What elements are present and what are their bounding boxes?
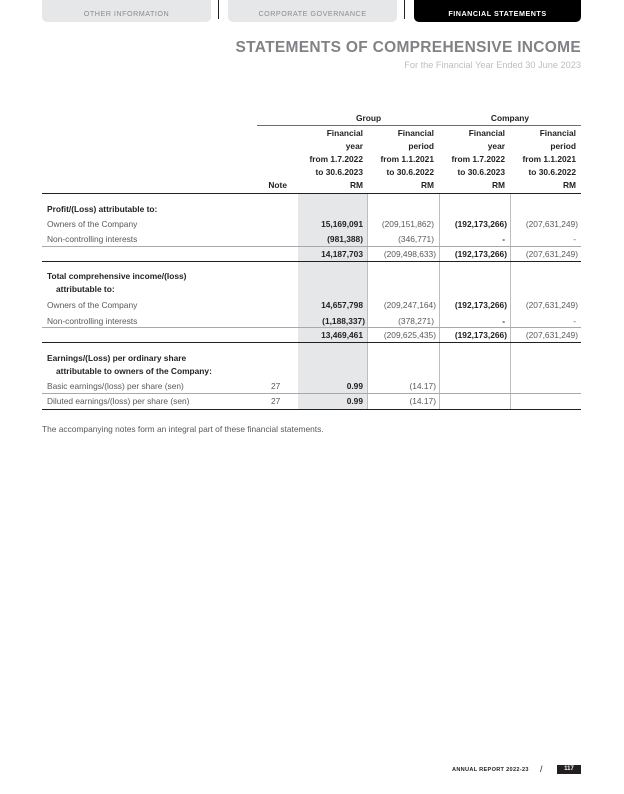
col-header-line: RM [562,180,576,190]
cell-value: 0.99 [346,396,363,406]
cell-value: - [573,316,576,326]
row-rule [42,393,581,394]
row-label: Non-controlling interests [47,316,138,326]
footnote: The accompanying notes form an integral part of these financial statements. [42,424,324,434]
cell-value: (207,631,249) [525,300,578,310]
cell-value: (207,631,249) [525,219,578,229]
cell-value: (209,247,164) [383,300,436,310]
col-header-line: from 1.1.2021 [522,154,576,164]
col-header-line: from 1.7.2022 [451,154,505,164]
col-header-line: Financial [539,128,576,138]
cell-value: (192,173,266) [454,219,507,229]
cell-value: - [573,234,576,244]
col-header-line: Financial [397,128,434,138]
cell-value: - [502,234,505,244]
cell-total: (209,498,633) [383,249,436,259]
group-header: Group [355,113,382,123]
cell-value: (346,771) [398,234,434,244]
cell-total: (192,173,266) [454,249,507,259]
col-header-line: Financial [468,128,505,138]
tab-financial-statements[interactable]: FINANCIAL STATEMENTS [414,0,581,22]
table-bottom-rule [42,409,581,410]
row-label: Diluted earnings/(loss) per share (sen) [47,396,190,406]
cell-total: 14,187,703 [321,249,363,259]
section-heading: attributable to owners of the Company: [56,366,212,376]
cell-total: (207,631,249) [525,330,578,340]
cell-value: (14.17) [409,381,436,391]
page-title: STATEMENTS OF COMPREHENSIVE INCOME [235,39,581,56]
tab-corporate-governance[interactable]: CORPORATE GOVERNANCE [228,0,397,22]
row-note: 27 [271,381,281,391]
col-header-line: year [487,141,505,151]
footer-separator: / [540,764,543,774]
cell-total: (192,173,266) [454,330,507,340]
section-tabs [0,0,624,23]
cell-total: (207,631,249) [525,249,578,259]
section-heading: Total comprehensive income/(loss) [47,271,187,281]
section-rule [42,261,581,262]
cell-value: 14,657,798 [321,300,363,310]
header-rule [257,125,581,126]
company-header: Company [490,113,530,123]
cell-total: 13,469,461 [321,330,363,340]
section-heading: attributable to: [56,284,115,294]
col-header-line: to 30.6.2023 [315,167,363,177]
col-header-line: RM [420,180,434,190]
row-rule [42,246,581,247]
cell-value: (981,388) [327,234,363,244]
row-label: Non-controlling interests [47,234,138,244]
cell-value: 0.99 [346,381,363,391]
annual-report-label: ANNUAL REPORT 2022-23 [452,767,529,773]
row-rule [42,327,581,328]
cell-value: (209,151,862) [381,219,434,229]
cell-value: (1,188,337) [322,316,365,326]
cell-value: (378,271) [398,316,434,326]
section-heading: Earnings/(Loss) per ordinary share [47,353,187,363]
col-header-line: from 1.1.2021 [380,154,434,164]
col-header-line: Financial [326,128,363,138]
row-label: Owners of the Company [47,219,138,229]
cell-value: 15,169,091 [321,219,363,229]
col-header-line: to 30.6.2023 [457,167,505,177]
col-header-line: period [550,141,576,151]
section-rule [42,342,581,343]
cell-value: - [502,316,505,326]
section-heading: Profit/(Loss) attributable to: [47,204,158,214]
cell-value: (192,173,266) [454,300,507,310]
col-header-line: period [408,141,434,151]
page-subtitle: For the Financial Year Ended 30 June 2023 [404,60,581,70]
cell-total: (209,625,435) [383,330,436,340]
col-header-line: year [345,141,363,151]
col-header-line: to 30.6.2022 [528,167,576,177]
row-label: Owners of the Company [47,300,138,310]
header-bottom-rule [42,193,581,194]
col-header-line: from 1.7.2022 [309,154,363,164]
page-number: 117 [557,765,581,774]
tab-divider [218,0,219,19]
note-header: Note [268,180,287,190]
tab-other-information[interactable]: OTHER INFORMATION [42,0,211,22]
col-header-line: RM [349,180,363,190]
row-label: Basic earnings/(loss) per share (sen) [47,381,184,391]
cell-value: (14.17) [409,396,436,406]
col-header-line: RM [491,180,505,190]
col-header-line: to 30.6.2022 [386,167,434,177]
tab-divider [404,0,405,19]
row-note: 27 [271,396,281,406]
